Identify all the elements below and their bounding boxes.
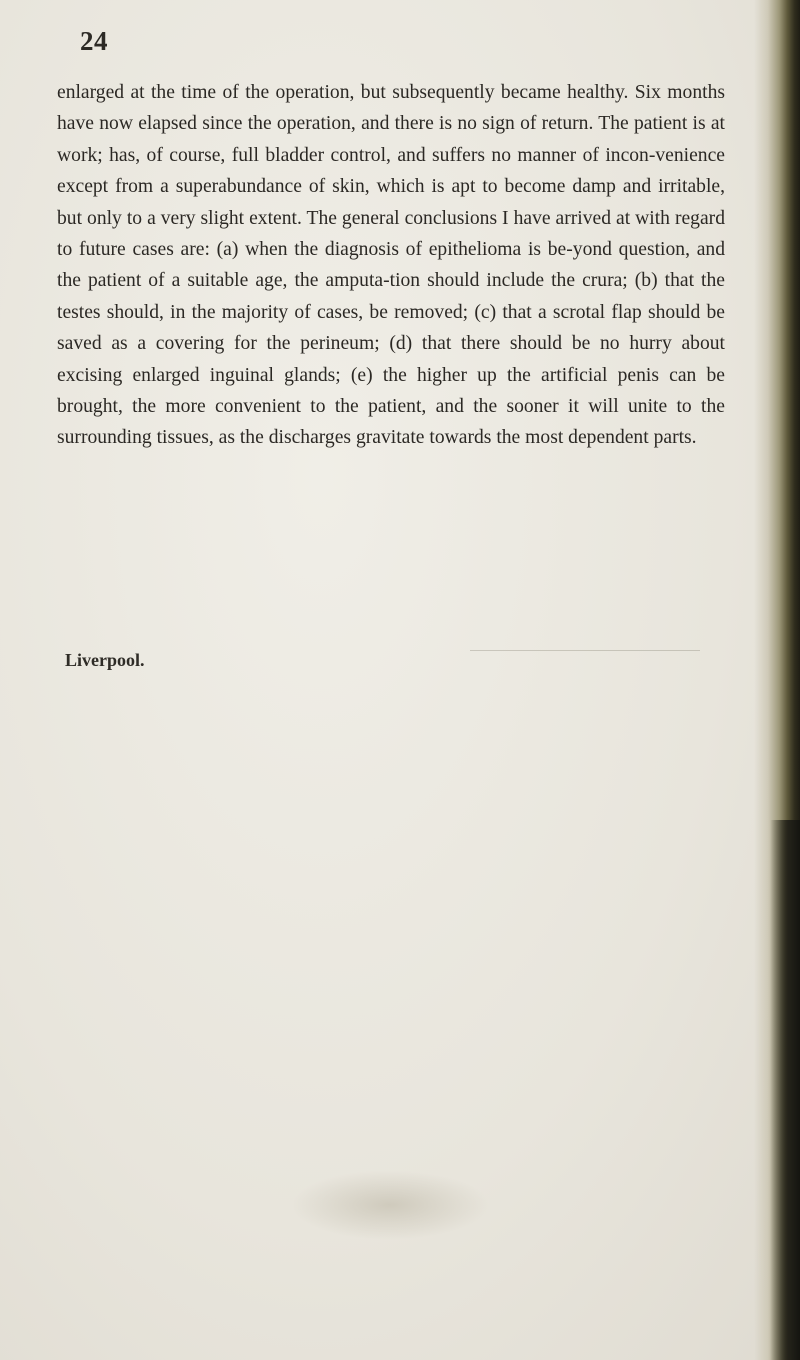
paper-stain — [290, 1170, 490, 1240]
place-signature: Liverpool. — [65, 650, 145, 670]
page-number: 24 — [80, 26, 108, 56]
faint-mark — [470, 650, 700, 651]
book-spine-dark-edge — [770, 820, 800, 1360]
body-paragraph: enlarged at the time of the operation, but subsequently became healthy. Six months have now elapsed since the operation, and there is no sign of return. The patient is at work; has, of course, full bladder control, and suffers no manner of incon-venience except from a superabundance of skin, which is apt to become damp and irritable, but only to a very slight extent. The general conclusions I have arrived at with regard to future cases are: (a) when the diagnosis of epithelioma is be-yond question, and the patient of a suitable age, the amputa-tion should include the crura; (b) that the testes should, in the majority of cases, be removed; (c) that a scrotal flap should be saved as a covering for the perineum; (d) that there should be no hurry about excising enlarged inguinal glands; (e) the higher up the artificial penis can be brought, the more convenient to the patient, and the sooner it will unite to the surrounding tissues, as the discharges gravitate towards the most dependent parts. — [57, 82, 725, 449]
